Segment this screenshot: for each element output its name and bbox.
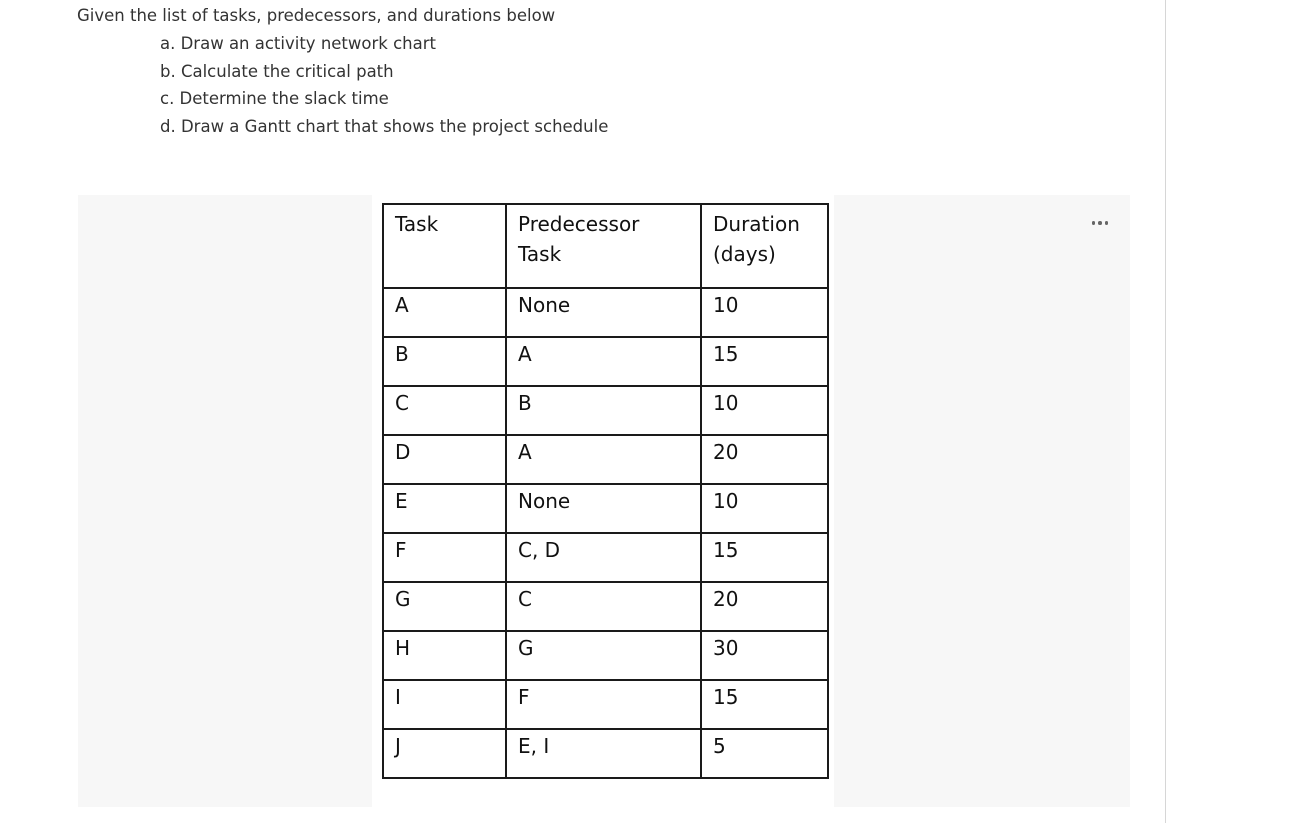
cell-duration: 20 [701,582,828,631]
table-row [383,729,828,778]
table-row [383,680,828,729]
cell-predecessor: G [506,631,701,680]
cell-predecessor: E, I [506,729,701,778]
step-d: d. Draw a Gantt chart that shows the project schedule [160,117,609,137]
cell-task: J [383,729,506,778]
step-b: b. Calculate the critical path [160,61,394,81]
cell-duration: 15 [701,680,828,729]
cell-task: A [383,288,506,337]
cell-duration: 10 [701,288,828,337]
header-duration: Duration (days) [701,204,828,288]
cell-task: G [383,582,506,631]
header-task: Task [383,204,506,288]
table-row [383,386,828,435]
cell-predecessor: A [506,337,701,386]
table-row [383,582,828,631]
table-row [383,631,828,680]
cell-predecessor: F [506,680,701,729]
cell-task: C [383,386,506,435]
table-row [383,288,828,337]
table-row [383,533,828,582]
cell-duration: 15 [701,337,828,386]
table-row [383,435,828,484]
cell-predecessor: B [506,386,701,435]
cell-task: I [383,680,506,729]
cell-task: H [383,631,506,680]
more-dot [1098,221,1102,225]
cell-predecessor: C [506,582,701,631]
more-dot [1092,221,1096,225]
task-table [382,203,829,779]
cell-task: E [383,484,506,533]
cell-predecessor: A [506,435,701,484]
cell-duration: 20 [701,435,828,484]
cell-predecessor: C, D [506,533,701,582]
step-a: a. Draw an activity network chart [160,34,436,53]
cell-task: D [383,435,506,484]
cell-duration: 10 [701,386,828,435]
cell-predecessor: None [506,288,701,337]
cell-duration: 10 [701,484,828,533]
question-intro: Given the list of tasks, predecessors, and durations below [77,6,556,25]
step-c: c. Determine the slack time [160,89,389,109]
cell-duration: 15 [701,533,828,582]
more-dot [1105,221,1109,225]
table-row [383,337,828,386]
right-divider [1165,0,1166,823]
cell-task: F [383,533,506,582]
cell-duration: 30 [701,631,828,680]
cell-predecessor: None [506,484,701,533]
question-steps [160,34,608,145]
cell-duration: 5 [701,729,828,778]
table-row [383,484,828,533]
more-horizontal-icon[interactable] [1088,213,1112,233]
header-predecessor: Predecessor Task [506,204,701,288]
table-header-row [383,204,828,288]
cell-task: B [383,337,506,386]
